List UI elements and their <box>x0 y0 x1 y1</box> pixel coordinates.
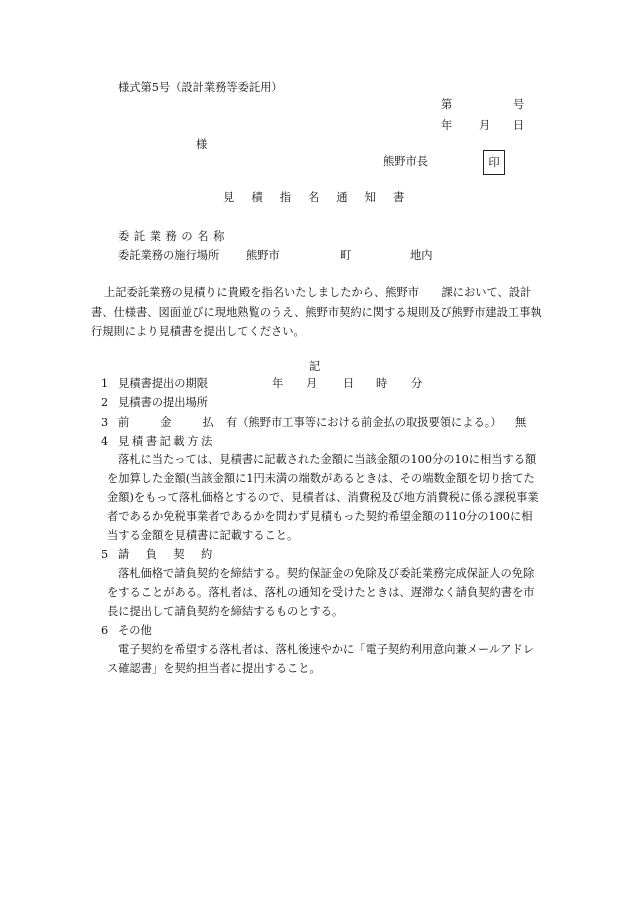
deadline-month: 月 <box>306 377 318 390</box>
seal-text: 印 <box>488 155 500 169</box>
advance-payment-no: 無 <box>515 416 527 429</box>
item-number: 2 <box>101 396 109 409</box>
intro-line: 行規則により見積書を提出してください。 <box>91 325 305 338</box>
project-city: 熊野市 <box>246 249 280 262</box>
item-number: 1 <box>101 377 109 390</box>
item-body-line: 長に提出して請負契約を締結するものとする。 <box>107 605 344 618</box>
addressee-suffix: 様 <box>196 138 208 151</box>
item-body-line: を加算した金額(当該金額に1円未満の端数があるときは、その端数金額を切り捨てた <box>107 472 535 485</box>
deadline-hour: 時 <box>376 377 388 390</box>
item-body-line: 金額)をもって落札価格とするので、見積者は、消費税及び地方消費税に係る課税事業 <box>107 491 539 504</box>
item-number: 4 <box>101 435 109 448</box>
item-label: 請負契約 <box>118 548 229 561</box>
deadline-minute: 分 <box>411 377 423 390</box>
seal-box <box>483 150 505 175</box>
number-suffix: 号 <box>513 98 525 111</box>
document-title: 見積指名通知書 <box>223 191 422 204</box>
advance-payment-yes: 有（熊野市工事等における前金払の取扱要領による。） <box>226 416 502 429</box>
project-name-label: 委託業務の名称 <box>118 230 229 243</box>
intro-line: 書、仕様書、図面並びに現地熟覧のうえ、熊野市契約に関する規則及び熊野市建設工事執 <box>91 306 542 319</box>
item-label: 見積書記載方法 <box>118 435 215 448</box>
deadline-day: 日 <box>343 377 355 390</box>
form-label: 様式第5号（設計業務等委託用） <box>118 81 283 94</box>
item-body-line: をすることがある。落札者は、落札の通知を受けたときは、遅滞なく請負契約書を市 <box>107 586 535 599</box>
item-number: 3 <box>101 416 109 429</box>
project-location-label: 委託業務の施行場所 <box>118 249 220 262</box>
item-body-line: 電子契約を希望する落札者は、落札後速やかに「電子契約利用意向兼メールアドレ <box>118 643 535 656</box>
item-body-line: 者であるか免税事業者であるかを問わず見積もった契約希望金額の110分の100に相 <box>107 510 533 523</box>
item-label: 見積書提出の期限 <box>118 377 209 390</box>
date-month: 月 <box>479 119 491 132</box>
issuer-name: 熊野市長 <box>383 155 429 168</box>
project-town-suffix: 町 <box>340 249 352 262</box>
item-body-line: 当する金額を見積書に記載すること。 <box>107 529 299 542</box>
item-body-line: ス確認書」を契約担当者に提出すること。 <box>107 662 321 675</box>
date-year: 年 <box>441 119 453 132</box>
item-number: 6 <box>101 624 109 637</box>
ki-heading: 記 <box>309 360 321 373</box>
item-label: 見積書の提出場所 <box>118 396 209 409</box>
item-body-line: 落札に当たっては、見積書に記載された金額に当該金額の100分の10に相当する額 <box>118 453 537 466</box>
number-prefix: 第 <box>441 98 453 111</box>
date-day: 日 <box>513 119 525 132</box>
item-number: 5 <box>101 548 109 561</box>
intro-line: 上記委託業務の見積りに貴殿を指名いたしましたから、熊野市 課において、設計 <box>104 286 532 299</box>
item-label: その他 <box>118 624 152 637</box>
project-area-suffix: 地内 <box>410 249 433 262</box>
item-body-line: 落札価格で請負契約を締結する。契約保証金の免除及び委託業務完成保証人の免除 <box>118 567 535 580</box>
deadline-year: 年 <box>272 377 284 390</box>
item-label: 前金払 <box>118 416 245 429</box>
